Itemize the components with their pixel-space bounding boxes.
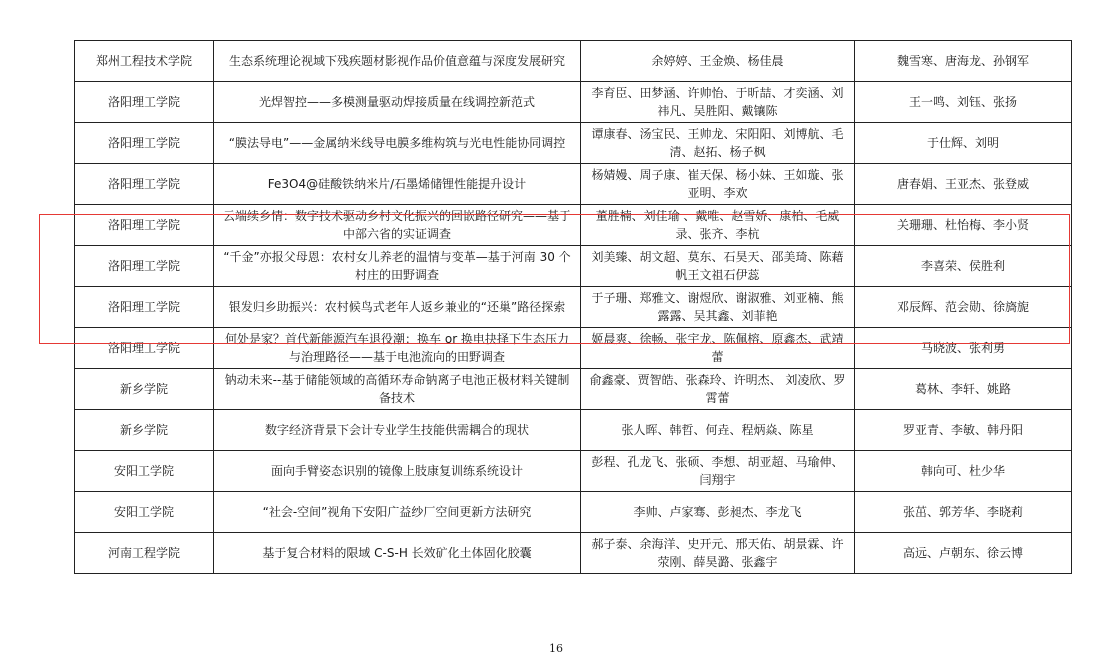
table-row	[75, 41, 1072, 82]
mentors-cell: 于仕辉、刘明	[855, 123, 1072, 164]
members-cell: 彭程、孔龙飞、张硕、李想、胡亚超、马瑜伸、闫翔宇	[581, 451, 855, 492]
project-title-cell: 生态系统理论视域下残疾题材影视作品价值意蕴与深度发展研究	[214, 41, 581, 82]
school-cell: 洛阳理工学院	[75, 164, 214, 205]
table-row	[75, 410, 1072, 451]
mentors-cell: 李喜荣、侯胜利	[855, 246, 1072, 287]
school-cell: 洛阳理工学院	[75, 123, 214, 164]
project-title-cell: 基于复合材料的限域 C-S-H 长效矿化土体固化胶囊	[214, 533, 581, 574]
mentors-cell: 魏雪寒、唐海龙、孙钢军	[855, 41, 1072, 82]
mentors-cell: 唐春娟、王亚杰、张登威	[855, 164, 1072, 205]
project-title-cell: “社会-空间”视角下安阳广益纱厂空间更新方法研究	[214, 492, 581, 533]
mentors-cell: 马晓波、张利勇	[855, 328, 1072, 369]
mentors-cell: 葛林、李轩、姚路	[855, 369, 1072, 410]
table-row	[75, 246, 1072, 287]
table-row	[75, 205, 1072, 246]
project-title-cell: 面向手臂姿态识别的镜像上肢康复训练系统设计	[214, 451, 581, 492]
table-row	[75, 287, 1072, 328]
mentors-cell: 张茁、郭芳华、李晓莉	[855, 492, 1072, 533]
mentors-cell: 韩向可、杜少华	[855, 451, 1072, 492]
members-cell: 于子珊、郑雅文、谢煜欣、谢淑雅、刘亚楠、熊露露、吴其鑫、刘菲艳	[581, 287, 855, 328]
table-row	[75, 492, 1072, 533]
school-cell: 洛阳理工学院	[75, 328, 214, 369]
school-cell: 洛阳理工学院	[75, 205, 214, 246]
school-cell: 洛阳理工学院	[75, 287, 214, 328]
members-cell: 李帅、卢家骞、彭昶杰、李龙飞	[581, 492, 855, 533]
members-cell: 董胜楠、刘佳瑜 、戴唯、赵雪娇、康柏、毛威录、张齐、李杭	[581, 205, 855, 246]
school-cell: 洛阳理工学院	[75, 82, 214, 123]
school-cell: 新乡学院	[75, 410, 214, 451]
project-title-cell: Fe3O4@硅酸铁纳米片/石墨烯储锂性能提升设计	[214, 164, 581, 205]
project-title-cell: “千金”亦报父母恩：农村女儿养老的温情与变革—基于河南 30 个村庄的田野调查	[214, 246, 581, 287]
school-cell: 郑州工程技术学院	[75, 41, 214, 82]
mentors-cell: 邓辰辉、范会勋、徐旖旎	[855, 287, 1072, 328]
mentors-cell: 关珊珊、杜怡梅、李小贤	[855, 205, 1072, 246]
table-row	[75, 164, 1072, 205]
project-title-cell: 光焊智控——多模测量驱动焊接质量在线调控新范式	[214, 82, 581, 123]
school-cell: 洛阳理工学院	[75, 246, 214, 287]
school-cell: 安阳工学院	[75, 492, 214, 533]
mentors-cell: 王一鸣、刘钰、张扬	[855, 82, 1072, 123]
mentors-cell: 罗亚青、李敏、韩丹阳	[855, 410, 1072, 451]
table-row	[75, 451, 1072, 492]
members-cell: 谭康春、汤宝民、王帅龙、宋阳阳、刘博航、毛清、赵拓、杨子枫	[581, 123, 855, 164]
members-cell: 姬晨爽、徐畅、张宇龙、陈佩榕、原鑫杰、武靖蕾	[581, 328, 855, 369]
table-row	[75, 328, 1072, 369]
table-row	[75, 533, 1072, 574]
members-cell: 俞鑫豪、贾智皓、张森玲、许明杰、 刘凌欣、罗霄蕾	[581, 369, 855, 410]
project-title-cell: “膜法导电”——金属纳米线导电膜多维构筑与光电性能协同调控	[214, 123, 581, 164]
awards-table	[74, 40, 1072, 574]
awards-table-body	[75, 41, 1072, 574]
project-title-cell: 云端续乡情：数字技术驱动乡村文化振兴的回嵌路径研究——基于中部六省的实证调查	[214, 205, 581, 246]
page-number: 16	[549, 642, 563, 655]
members-cell: 杨婧嫚、周子康、崔天保、杨小妹、王如璇、张亚明、李欢	[581, 164, 855, 205]
school-cell: 安阳工学院	[75, 451, 214, 492]
table-row	[75, 123, 1072, 164]
school-cell: 新乡学院	[75, 369, 214, 410]
table-row	[75, 369, 1072, 410]
members-cell: 刘美臻、胡文超、莫东、石昊天、邵美琦、陈藉帆王文祖石伊蕊	[581, 246, 855, 287]
members-cell: 郝子泰、余海洋、史开元、邢天佑、胡景霖、许荥刚、薛昊潞、张鑫宇	[581, 533, 855, 574]
project-title-cell: 何处是家？首代新能源汽车退役潮：换车 or 换电抉择下生态压力与治理路径——基于电池流向的田野调查	[214, 328, 581, 369]
mentors-cell: 高远、卢朝东、徐云博	[855, 533, 1072, 574]
members-cell: 李育臣、田梦涵、许帅怡、于昕喆、才奕涵、刘祎凡、吴胜阳、戴镶陈	[581, 82, 855, 123]
project-title-cell: 钠动未来--基于储能领域的高循环寿命钠离子电池正极材料关键制备技术	[214, 369, 581, 410]
members-cell: 余婷婷、王金焕、杨佳晨	[581, 41, 855, 82]
members-cell: 张人晖、韩哲、何垚、程炳焱、陈星	[581, 410, 855, 451]
project-title-cell: 银发归乡助振兴：农村候鸟式老年人返乡兼业的“还巢”路径探索	[214, 287, 581, 328]
table-row	[75, 82, 1072, 123]
project-title-cell: 数字经济背景下会计专业学生技能供需耦合的现状	[214, 410, 581, 451]
school-cell: 河南工程学院	[75, 533, 214, 574]
